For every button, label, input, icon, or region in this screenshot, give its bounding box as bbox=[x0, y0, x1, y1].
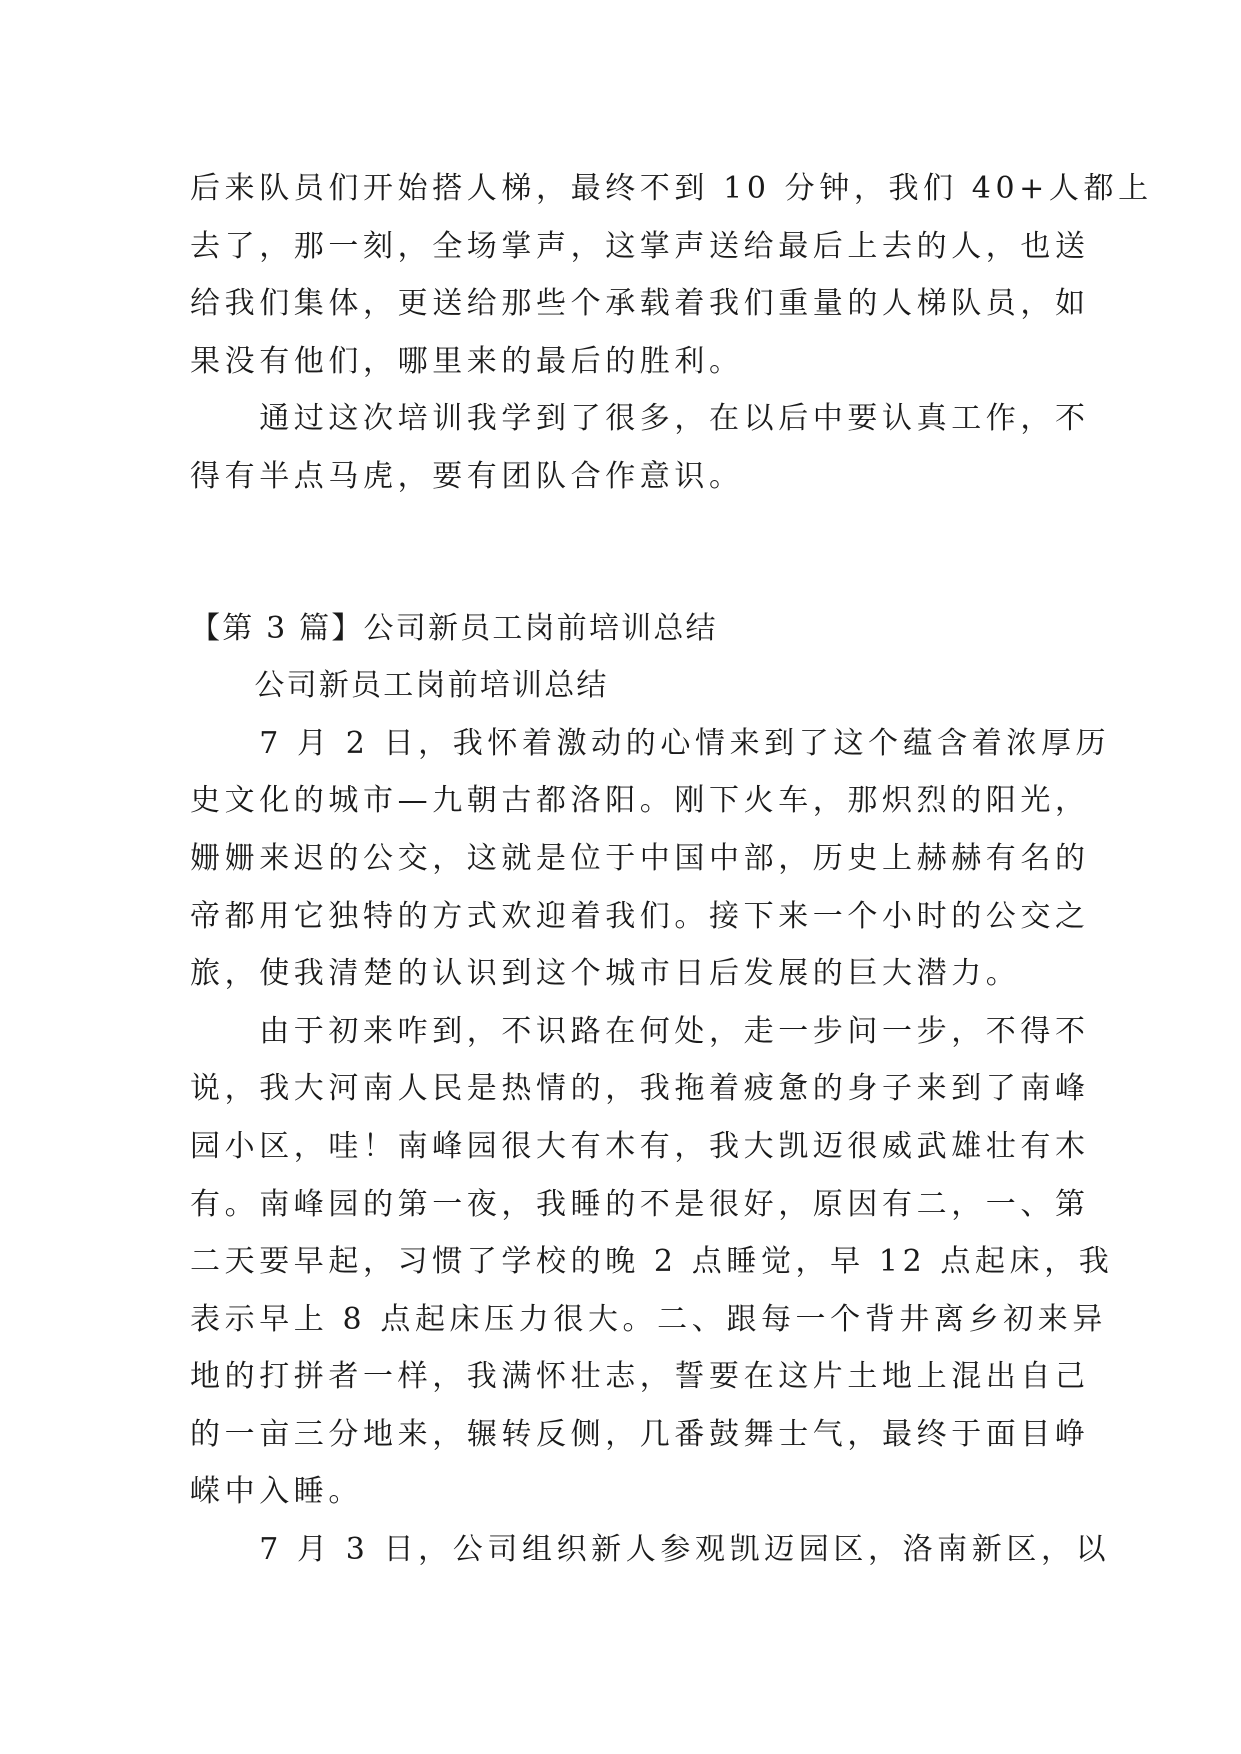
text-line: 二天要早起，习惯了学校的晚 2 点睡觉，早 12 点起床，我 bbox=[190, 1244, 1114, 1280]
text-line: 表示早上 8 点起床压力很大。二、跟每一个背井离乡初来异 bbox=[190, 1301, 1107, 1337]
text-line: 7 月 2 日，我怀着激动的心情来到了这个蕴含着浓厚历 bbox=[190, 725, 1111, 761]
section-spacer bbox=[190, 506, 1060, 600]
article-title: 公司新员工岗前培训总结 bbox=[190, 668, 609, 704]
section-heading: 【第 3 篇】公司新员工岗前培训总结 bbox=[190, 610, 718, 646]
text-line: 园小区，哇！南峰园很大有木有，我大凯迈很威武雄壮有木 bbox=[190, 1128, 1090, 1164]
text-line: 有。南峰园的第一夜，我睡的不是很好，原因有二，一、第 bbox=[190, 1186, 1090, 1222]
text-line: 说，我大河南人民是热情的，我拖着疲惫的身子来到了南峰 bbox=[190, 1071, 1090, 1107]
text-line: 史文化的城市—九朝古都洛阳。刚下火车，那炽烈的阳光， bbox=[190, 783, 1090, 819]
text-line: 去了，那一刻，全场掌声，这掌声送给最后上去的人，也送 bbox=[190, 228, 1090, 264]
text-line: 嵘中入睡。 bbox=[190, 1474, 363, 1510]
text-line: 帝都用它独特的方式欢迎着我们。接下来一个小时的公交之 bbox=[190, 898, 1090, 934]
text-line: 地的打拼者一样，我满怀壮志，誓要在这片土地上混出自己 bbox=[190, 1359, 1090, 1395]
text-line: 旅，使我清楚的认识到这个城市日后发展的巨大潜力。 bbox=[190, 956, 1021, 992]
text-line: 姗姗来迟的公交，这就是位于中国中部，历史上赫赫有名的 bbox=[190, 840, 1090, 876]
text-line: 由于初来咋到，不识路在何处，走一步问一步，不得不 bbox=[190, 1013, 1090, 1049]
text-line: 7 月 3 日，公司组织新人参观凯迈园区，洛南新区，以 bbox=[190, 1532, 1111, 1568]
text-line: 给我们集体，更送给那些个承载着我们重量的人梯队员，如 bbox=[190, 286, 1090, 322]
text-line: 果没有他们，哪里来的最后的胜利。 bbox=[190, 343, 744, 379]
text-line: 的一亩三分地来，辗转反侧，几番鼓舞士气，最终于面目峥 bbox=[190, 1416, 1090, 1452]
text-line: 后来队员们开始搭人梯，最终不到 10 分钟，我们 40+人都上 bbox=[190, 171, 1153, 206]
text-line: 得有半点马虎，要有团队合作意识。 bbox=[190, 458, 744, 494]
document-body bbox=[190, 160, 1153, 1579]
text-line: 通过这次培训我学到了很多，在以后中要认真工作，不 bbox=[190, 401, 1090, 437]
